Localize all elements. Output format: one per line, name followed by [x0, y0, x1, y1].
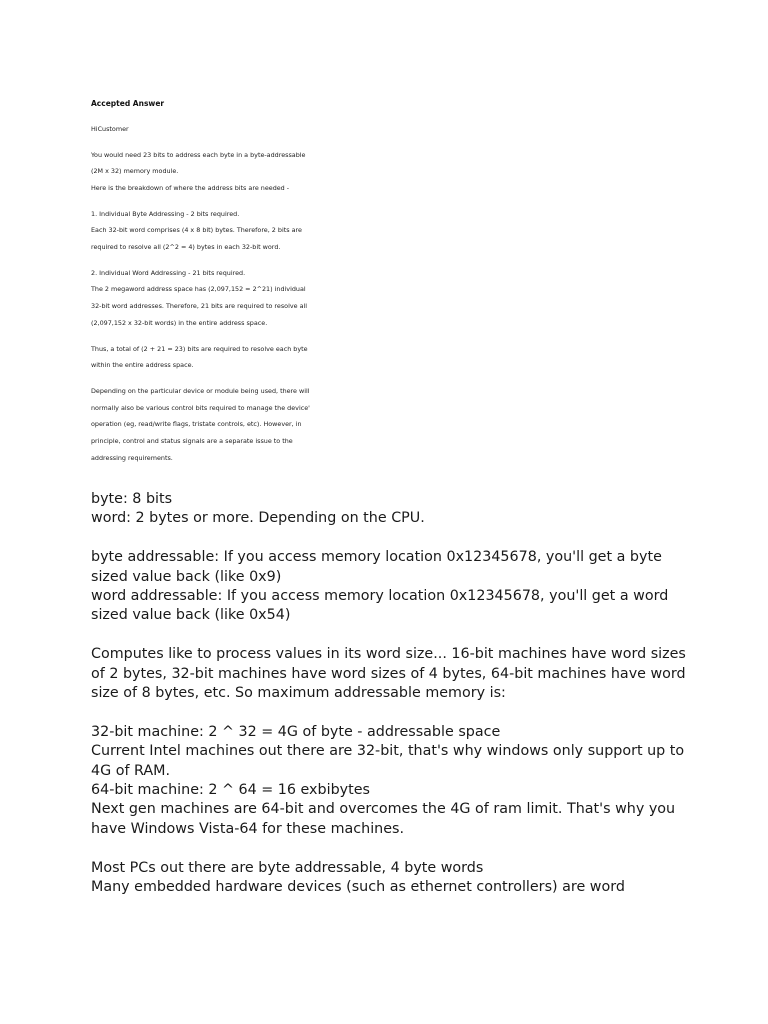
- answer-line: addressing requirements.: [91, 454, 173, 463]
- notes-line: word: 2 bytes or more. Depending on the CPU.: [91, 510, 425, 527]
- paragraph-gap: [91, 703, 731, 722]
- accepted-answer-section: [91, 99, 391, 480]
- notes-line: byte addressable: If you access memory location 0x12345678, you'll get a byte: [91, 549, 662, 566]
- answer-paragraph: [91, 387, 391, 463]
- answer-line: principle, control and status signals are a separate issue to the: [91, 437, 293, 446]
- answer-line: 1. Individual Byte Addressing - 2 bits required.: [91, 209, 240, 218]
- paragraph-gap: [91, 529, 731, 548]
- notes-body: [91, 490, 731, 897]
- notes-line: 32-bit machine: 2 ^ 32 = 4G of byte - addressable space: [91, 723, 501, 740]
- notes-line: 64-bit machine: 2 ^ 64 = 16 exbibytes: [91, 782, 370, 799]
- answer-line: HiCustomer: [91, 125, 129, 133]
- notes-line: Many embedded hardware devices (such as ethernet controllers) are word: [91, 879, 625, 896]
- notes-line: byte: 8 bits: [91, 491, 173, 507]
- notes-line: word addressable: If you access memory location 0x12345678, you'll get a word: [91, 588, 669, 605]
- answer-line: (2M x 32) memory module.: [91, 167, 179, 176]
- answer-line: Here is the breakdown of where the address bits are needed -: [91, 184, 290, 193]
- answer-line: operation (eg, read/write flags, tristate controls, etc). However, in: [91, 420, 302, 429]
- notes-section: [91, 490, 731, 897]
- notes-line: 4G of RAM.: [91, 762, 171, 779]
- answer-line: Depending on the particular device or module being used, there will: [91, 386, 310, 395]
- notes-line: Next gen machines are 64-bit and overcomes the 4G of ram limit. That's why you: [91, 801, 676, 818]
- accepted-answer-body: [91, 125, 391, 463]
- answer-line: Thus, a total of (2 + 21 = 23) bits are required to resolve each byte: [91, 344, 308, 353]
- answer-line: 2. Individual Word Addressing - 21 bits required.: [91, 268, 246, 277]
- answer-line: required to resolve all (2^2 = 4) bytes in each 32-bit word.: [91, 243, 281, 252]
- answer-line: within the entire address space.: [91, 361, 194, 370]
- answer-line: You would need 23 bits to address each byte in a byte-addressable: [91, 150, 306, 159]
- paragraph-gap: [91, 839, 731, 858]
- answer-line: normally also be various control bits required to manage the device': [91, 403, 310, 412]
- answer-paragraph: [91, 269, 391, 328]
- answer-paragraph: [91, 151, 391, 193]
- answer-line: 32-bit word addresses. Therefore, 21 bits are required to resolve all: [91, 302, 308, 311]
- notes-line: sized value back (like 0x54): [91, 607, 291, 624]
- answer-paragraph: [91, 125, 391, 134]
- notes-line: Computes like to process values in its word size... 16-bit machines have word sizes: [91, 646, 686, 663]
- notes-line: sized value back (like 0x9): [91, 568, 282, 585]
- notes-line: size of 8 bytes, etc. So maximum addressable memory is:: [91, 685, 506, 702]
- notes-line: Current Intel machines out there are 32-bit, that's why windows only support up to: [91, 743, 685, 760]
- answer-paragraph: [91, 210, 391, 252]
- answer-line: Each 32-bit word comprises (4 x 8 bit) bytes. Therefore, 2 bits are: [91, 226, 302, 235]
- notes-line: Most PCs out there are byte addressable, 4 byte words: [91, 859, 484, 876]
- accepted-answer-heading: Accepted Answer: [91, 99, 165, 108]
- answer-line: (2,097,152 x 32-bit words) in the entire address space.: [91, 319, 268, 328]
- notes-line: have Windows Vista-64 for these machines.: [91, 820, 405, 837]
- notes-line: of 2 bytes, 32-bit machines have word sizes of 4 bytes, 64-bit machines have word: [91, 665, 686, 682]
- answer-line: The 2 megaword address space has (2,097,152 = 2^21) individual: [91, 285, 306, 294]
- paragraph-gap: [91, 626, 731, 645]
- answer-paragraph: [91, 345, 391, 370]
